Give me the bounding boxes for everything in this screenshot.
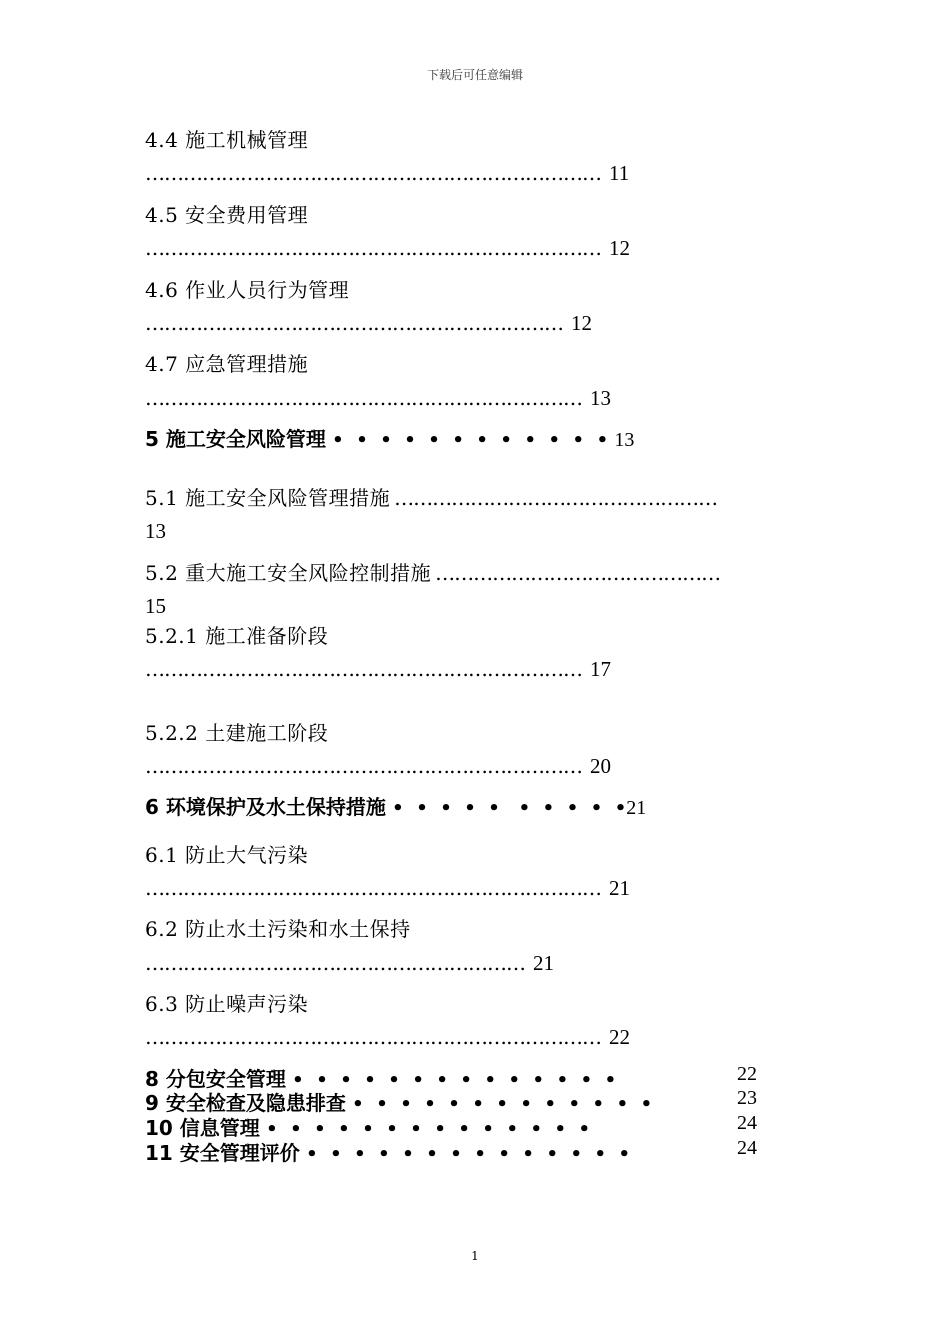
toc-chapter-entry [145, 1137, 757, 1166]
toc-entry-title: 4.6 作业人员行为管理 [145, 278, 350, 302]
page-number: 24 [737, 1137, 757, 1159]
page-number: 12 [609, 236, 630, 260]
toc-entry-leader [145, 876, 630, 901]
toc-entry-leader [145, 951, 554, 976]
page-number: 20 [590, 754, 611, 778]
chapter-title: 6 环境保护及水土保持措施 [145, 795, 386, 819]
dot-leader: ……………………………………………………………… [145, 161, 601, 185]
page-number: 13 [614, 429, 635, 451]
chapter-title: 9 安全检查及隐患排查 [145, 1091, 346, 1115]
toc-entry-title: 4.5 安全费用管理 [145, 203, 309, 227]
toc-chapter-entry [145, 791, 646, 820]
page-number: 21 [626, 797, 647, 819]
dot-leader: • • • • • • • • • • • • • • [285, 1070, 617, 1091]
page-number: 12 [571, 311, 592, 335]
toc-entry-title: 4.4 施工机械管理 [145, 128, 309, 152]
dot-leader: • • • • • • • • • • • • • • [259, 1119, 597, 1140]
page-number: 13 [590, 386, 611, 410]
dot-leader: ……………………………………………………………… [145, 236, 601, 260]
toc-entry-title: 5.2.1 施工准备阶段 [145, 624, 329, 648]
dot-leader: ……………………………………………………………… [145, 876, 601, 900]
toc-entry-title [145, 557, 720, 586]
page-number: 22 [737, 1063, 757, 1085]
dot-leader: …………………………………………………………… [145, 754, 582, 778]
page-footer-number: 1 [471, 1249, 479, 1263]
toc-entry-leader [145, 386, 611, 411]
toc-entry-leader [145, 657, 611, 682]
toc-entry-title: 5.2.2 土建施工阶段 [145, 721, 329, 745]
toc-entry-page [145, 594, 166, 619]
toc-entry-leader [145, 754, 611, 779]
page-number: 21 [609, 876, 630, 900]
dot-leader: • • • • • • • • • • • • • • [299, 1144, 637, 1165]
dot-leader: • • • • • • • • • • [385, 798, 627, 819]
entry-title: 5.2 重大施工安全风险控制措施 [145, 561, 432, 585]
dot-leader: • • • • • • • • • • • • • [345, 1094, 653, 1115]
toc-entry-leader [145, 161, 629, 186]
toc-entry-title: 6.3 防止噪声污染 [145, 992, 309, 1016]
page-number: 24 [737, 1112, 757, 1134]
toc-entry-title: 4.7 应急管理措施 [145, 352, 309, 376]
page-number: 11 [609, 161, 630, 185]
dot-leader: …………………………………………… [394, 486, 718, 510]
chapter-title: 11 安全管理评价 [145, 1141, 300, 1165]
page-number: 23 [737, 1087, 757, 1109]
toc-entry-title: 6.1 防止大气污染 [145, 843, 309, 867]
entry-title: 5.1 施工安全风险管理措施 [145, 486, 391, 510]
chapter-title: 8 分包安全管理 [145, 1067, 286, 1091]
page-number: 15 [145, 594, 166, 618]
dot-leader: …………………………………………………… [145, 951, 525, 975]
dot-leader: ……………………………………………………………… [145, 1025, 601, 1049]
dot-leader: …………………………………………………………… [145, 386, 582, 410]
dot-leader: ……………………………………… [435, 561, 721, 585]
page-number: 17 [590, 657, 611, 681]
page-number: 21 [533, 951, 554, 975]
dot-leader: …………………………………………………………… [145, 657, 582, 681]
toc-entry-leader [145, 1025, 630, 1050]
dot-leader: • • • • • • • • • • • • [325, 430, 615, 451]
chapter-title: 10 信息管理 [145, 1116, 260, 1140]
chapter-title: 5 施工安全风险管理 [145, 427, 326, 451]
toc-entry-leader [145, 236, 630, 261]
page-number: 13 [145, 519, 166, 543]
toc-entry-page [145, 519, 166, 544]
toc-chapter-entry [145, 423, 634, 452]
dot-leader: ………………………………………………………… [145, 311, 563, 335]
toc-entry-leader [145, 311, 592, 336]
toc-entry-title: 6.2 防止水土污染和水土保持 [145, 917, 411, 941]
page-header: 下载后可任意编辑 [426, 68, 523, 82]
toc-entry-title [145, 482, 717, 511]
page-number: 22 [609, 1025, 630, 1049]
